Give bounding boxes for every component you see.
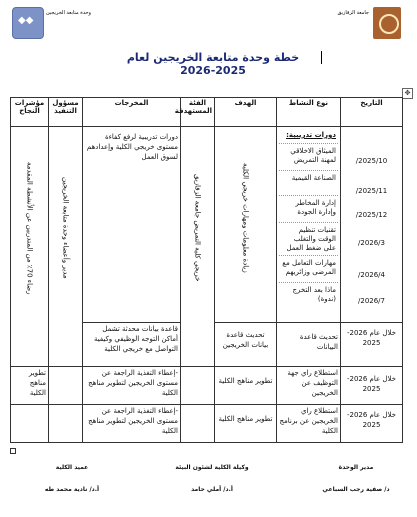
training-outputs: دورات تدريبية لرفع كفاءة مستوى خريجي الكلية وإعدادهم لسوق العمل bbox=[86, 133, 178, 161]
graduates-responsible-cell bbox=[49, 405, 83, 443]
training-subheader: دورات تدريبية: bbox=[279, 128, 338, 144]
header-outputs: المخرجات bbox=[83, 98, 181, 127]
training-goal-cell bbox=[215, 127, 277, 323]
target-group: خريجي كلية التمريض جامعة الزقازيق bbox=[193, 174, 202, 282]
graduates-goal-cell bbox=[215, 405, 277, 443]
success-indicator: رضاء 70٪ من المتدربين عن الأنشطة المقدمة bbox=[25, 161, 34, 295]
employers-activity-cell bbox=[277, 367, 341, 405]
university-logo bbox=[373, 7, 401, 39]
graduates-target-cell bbox=[181, 405, 215, 443]
page-title: خطة وحدة متابعة الخريجين لعام 2025-2026 bbox=[108, 51, 318, 77]
table-row-training bbox=[11, 127, 403, 323]
faculty-logo-mark: ◆◆ bbox=[18, 15, 34, 26]
faculty-logo bbox=[12, 7, 44, 39]
graduates-goal: تطوير مناهج الكلية bbox=[218, 415, 273, 423]
table-row-graduates bbox=[11, 405, 403, 443]
database-date: خلال عام 2026-2025 bbox=[346, 329, 397, 347]
training-activity: الصناعة القيمية bbox=[279, 171, 338, 196]
database-outputs-cell bbox=[83, 323, 181, 367]
right-logo-caption: جامعة الزقازيق bbox=[337, 10, 369, 16]
training-activities-cell bbox=[277, 127, 341, 323]
employers-responsible-cell bbox=[49, 367, 83, 405]
graduates-date: خلال عام 2026-2025 bbox=[346, 411, 397, 429]
database-activity-cell bbox=[277, 323, 341, 367]
graduates-date-cell bbox=[341, 405, 403, 443]
database-goal: تحديث قاعدة بيانات الخريجين bbox=[222, 331, 269, 349]
database-activity: تحديث قاعدة البيانات bbox=[299, 333, 338, 351]
employers-success-cell bbox=[11, 367, 49, 405]
employers-activity: استطلاع راي جهة التوظيف عن الخريجين bbox=[287, 369, 338, 397]
employers-outputs-cell bbox=[83, 367, 181, 405]
success-cell bbox=[11, 127, 49, 367]
table-header-row bbox=[11, 98, 403, 127]
training-date: 2025/10/ bbox=[355, 157, 388, 165]
responsible-party: مدير وأعضاء وحدة متابعة الخريجين bbox=[61, 177, 70, 279]
employers-date-cell bbox=[341, 367, 403, 405]
header-activity-type: نوع النشاط bbox=[277, 98, 341, 127]
paragraph-mark bbox=[10, 448, 16, 454]
database-goal-cell bbox=[215, 323, 277, 367]
training-date: 2026/7/ bbox=[358, 297, 385, 305]
graduates-success-cell bbox=[11, 405, 49, 443]
employers-success: تطوير مناهج الكلية bbox=[28, 369, 46, 397]
training-activity: مهارات التعامل مع المرضى وزائريهم bbox=[279, 256, 338, 283]
target-cell bbox=[181, 127, 215, 367]
training-goal: زيادة معلومات ومهارات خريجي الكلية bbox=[241, 163, 250, 273]
training-outputs-cell bbox=[83, 127, 181, 323]
responsible-cell bbox=[49, 127, 83, 367]
table-move-handle-icon[interactable]: ✥ bbox=[402, 88, 413, 99]
signature-vice-dean bbox=[157, 462, 267, 496]
training-date: 2025/12/ bbox=[355, 211, 388, 219]
signature-unit-director bbox=[301, 462, 411, 496]
graduates-activity: استطلاع راي الخريجين عن برنامج الكلية bbox=[279, 407, 338, 435]
training-activity: تقنيات تنظيم الوقت والتغلب على ضغط العمل bbox=[279, 223, 338, 256]
header-date: التاريخ bbox=[341, 98, 403, 127]
header-responsible: مسؤول التنفيذ bbox=[49, 98, 83, 127]
plan-table bbox=[10, 97, 403, 443]
graduates-outputs-cell bbox=[83, 405, 181, 443]
graduates-outputs: -إعطاء التغذية الراجعة عن مستوى الخريجين لتطوير مناهج الكلية bbox=[88, 407, 178, 435]
vice-dean-name: أ.د/ أملي حامد bbox=[191, 486, 233, 493]
table-row-employers bbox=[11, 367, 403, 405]
training-dates-cell bbox=[341, 127, 403, 323]
signature-dean bbox=[17, 462, 127, 496]
dean-name: أ.د/ نادية محمد طه bbox=[44, 486, 100, 493]
header-goal: الهدف bbox=[215, 98, 277, 127]
unit-director-name: د/ صفية رجب السباعي bbox=[322, 486, 390, 493]
employers-goal: تطوير مناهج الكلية bbox=[218, 377, 273, 385]
left-logo-caption: وحدة متابعة الخريجين bbox=[46, 10, 91, 16]
dean-title: عميد الكلية bbox=[55, 464, 89, 471]
employers-date: خلال عام 2026-2025 bbox=[346, 375, 397, 393]
unit-director-title: مدير الوحدة bbox=[338, 464, 374, 471]
training-activity: ماذا بعد التخرج (ندوة) bbox=[292, 286, 336, 303]
employers-goal-cell bbox=[215, 367, 277, 405]
graduates-activity-cell bbox=[277, 405, 341, 443]
training-date: 2026/4/ bbox=[358, 271, 385, 279]
vice-dean-title: وكيلة الكلية لشئون البيئة bbox=[175, 464, 249, 471]
training-activity: الميثاق الاخلاقي لمهنة التمريض bbox=[279, 144, 338, 171]
header-target: الفئة المستهدفة bbox=[181, 98, 215, 127]
employers-target-cell bbox=[181, 367, 215, 405]
training-date: 2026/3/ bbox=[358, 239, 385, 247]
training-activity: إدارة المخاطر وإدارة الجودة bbox=[279, 196, 338, 223]
training-date: 2025/11/ bbox=[355, 187, 388, 195]
database-date-cell bbox=[341, 323, 403, 367]
employers-outputs: -إعطاء التغذية الراجعة عن مستوى الخريجين لتطوير مناهج الكلية bbox=[88, 369, 178, 397]
database-outputs: قاعدة بيانات محدثة تشمل أماكن التوجه الوظيفي وكيفية التواصل مع خريجي الكلية bbox=[93, 325, 178, 353]
header-success: مؤشرات النجاح bbox=[11, 98, 49, 127]
